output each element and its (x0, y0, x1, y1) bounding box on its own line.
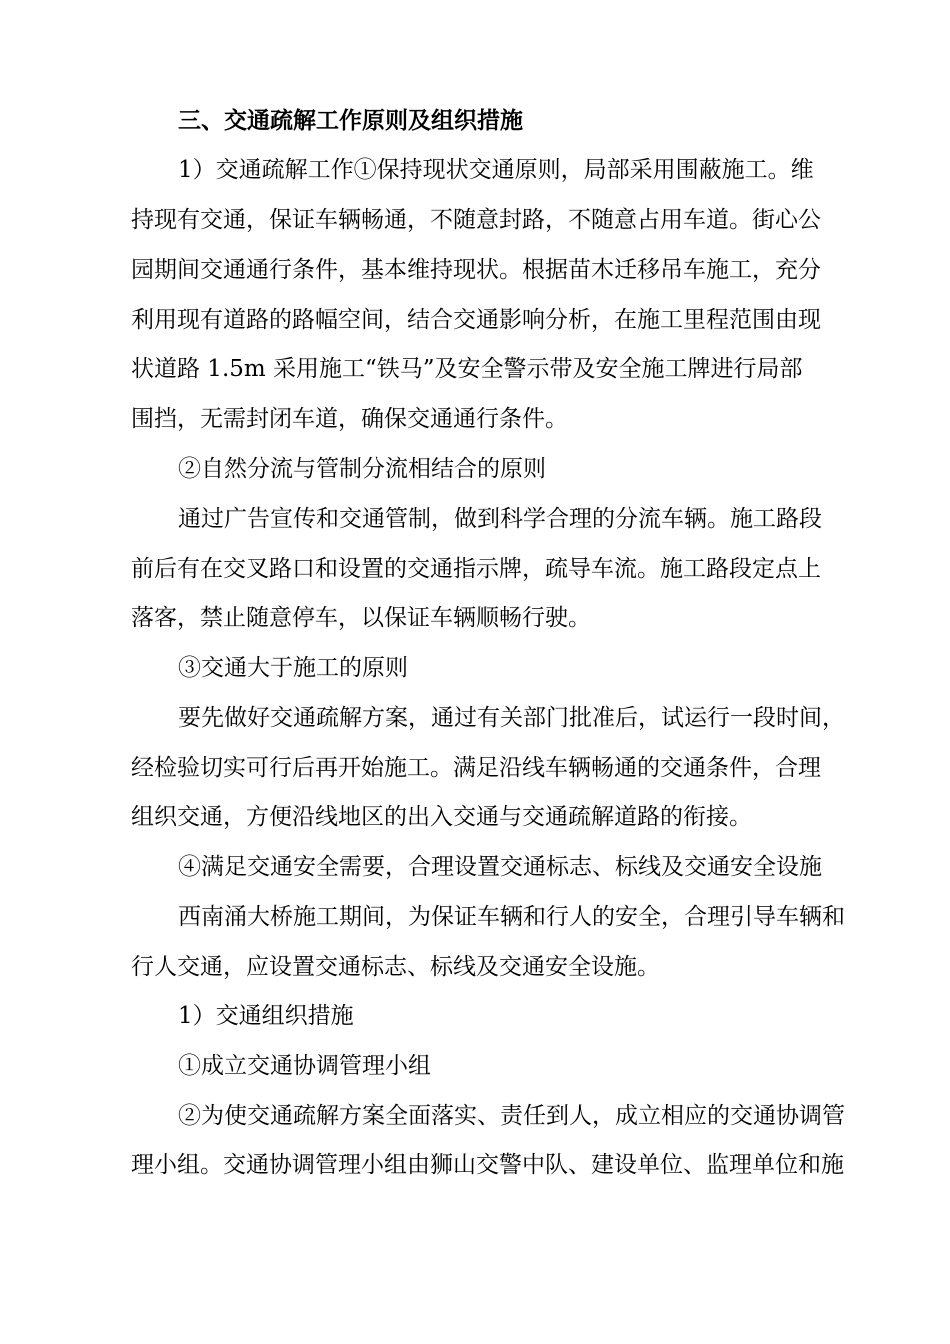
section-heading: 三、交通疏解工作原则及组织措施 (178, 108, 523, 134)
paragraph-line: 理小组。交通协调管理小组由狮山交警中队、建设单位、监理单位和施 (131, 1152, 844, 1178)
paragraph-line: 1）交通疏解工作①保持现状交通原则，局部采用围蔽施工。维 (178, 157, 814, 183)
paragraph-line: ③交通大于施工的原则 (178, 655, 408, 681)
paragraph-line: 组织交通，方便沿线地区的出入交通与交通疏解道路的衔接。 (131, 804, 752, 830)
paragraph-line: 要先做好交通疏解方案，通过有关部门批准后，试运行一段时间， (178, 705, 845, 731)
paragraph-line: 西南涌大桥施工期间，为保证车辆和行人的安全，合理引导车辆和 (178, 904, 845, 930)
paragraph-line: 园期间交通通行条件，基本维持现状。根据苗木迁移吊车施工，充分 (131, 257, 821, 283)
paragraph-line: 状道路 1.5m 采用施工“铁马”及安全警示带及安全施工牌进行局部 (131, 356, 803, 382)
paragraph-line: 行人交通，应设置交通标志、标线及交通安全设施。 (131, 954, 660, 980)
paragraph-line: 1）交通组织措施 (178, 1003, 354, 1029)
paragraph-line: 经检验切实可行后再开始施工。满足沿线车辆畅通的交通条件，合理 (131, 755, 821, 781)
paragraph-line: ①成立交通协调管理小组 (178, 1053, 431, 1079)
paragraph-line: ②为使交通疏解方案全面落实、责任到人，成立相应的交通协调管 (178, 1103, 845, 1129)
paragraph-line: 持现有交通，保证车辆畅通，不随意封路，不随意占用车道。街心公 (131, 207, 821, 233)
paragraph-line: 利用现有道路的路幅空间，结合交通影响分析，在施工里程范围由现 (131, 307, 821, 333)
paragraph-line: 通过广告宣传和交通管制，做到科学合理的分流车辆。施工路段 (178, 506, 822, 532)
paragraph-line: 落客，禁止随意停车，以保证车辆顺畅行驶。 (131, 605, 591, 631)
paragraph-line: ④满足交通安全需要，合理设置交通标志、标线及交通安全设施 (178, 854, 822, 880)
paragraph-line: 前后有在交叉路口和设置的交通指示牌，疏导车流。施工路段定点上 (131, 556, 821, 582)
paragraph-line: 围挡，无需封闭车道，确保交通通行条件。 (131, 406, 568, 432)
paragraph-line: ②自然分流与管制分流相结合的原则 (178, 456, 546, 482)
